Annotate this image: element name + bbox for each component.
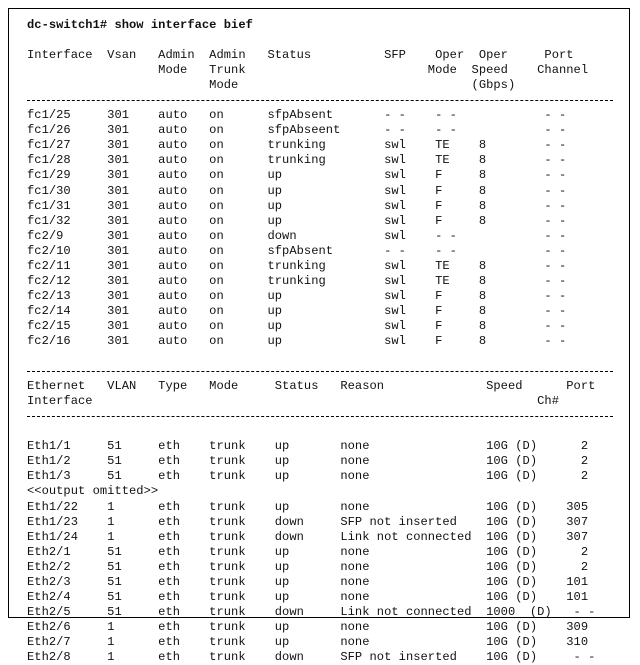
table-row[interactable]: Eth2/7 1 eth trunk up none 10G (D) 310	[27, 634, 589, 649]
table-row[interactable]: fc1/25 301 auto on sfpAbsent - - - - - -	[27, 108, 567, 123]
eth-table-header-row-1: Ethernet VLAN Type Mode Status Reason Speed Port	[27, 379, 596, 394]
table-row[interactable]: fc1/29 301 auto on up swl F 8 - -	[27, 168, 567, 183]
fc-table-header-row-2: Mode Trunk Mode Speed Channel	[27, 63, 589, 78]
fc-table-header-separator	[27, 93, 629, 108]
table-row[interactable]: Eth2/1 51 eth trunk up none 10G (D) 2	[27, 544, 589, 559]
table-row[interactable]: fc2/12 301 auto on trunking swl TE 8 - -	[27, 273, 567, 288]
terminal-output[interactable]	[9, 9, 629, 665]
output-omitted-marker: <<output omitted>>	[27, 484, 159, 499]
table-row[interactable]: Eth1/3 51 eth trunk up none 10G (D) 2	[27, 469, 589, 484]
table-row[interactable]: Eth1/23 1 eth trunk down SFP not inserted 10G (D) 307	[27, 514, 589, 529]
table-row[interactable]: Eth2/4 51 eth trunk up none 10G (D) 101	[27, 589, 589, 604]
table-row[interactable]: fc2/13 301 auto on up swl F 8 - -	[27, 288, 567, 303]
table-row[interactable]: fc1/26 301 auto on sfpAbseent - - - - - -	[27, 123, 567, 138]
spacer-line	[27, 424, 629, 439]
table-row[interactable]: fc2/9 301 auto on down swl - - - -	[27, 228, 567, 243]
fc-table-header-row-1: Interface Vsan Admin Admin Status SFP Oper Oper Port	[27, 48, 574, 63]
eth-table-header-row-2: Interface Ch#	[27, 394, 559, 409]
fc-table-header-row-3: Mode (Gbps)	[27, 78, 516, 93]
table-row[interactable]: fc2/10 301 auto on sfpAbsent - - - - - -	[27, 243, 567, 258]
table-row[interactable]: fc1/31 301 auto on up swl F 8 - -	[27, 198, 567, 213]
terminal-window	[8, 8, 630, 664]
table-row[interactable]: Eth2/3 51 eth trunk up none 10G (D) 101	[27, 574, 589, 589]
table-row[interactable]: Eth2/2 51 eth trunk up none 10G (D) 2	[27, 559, 589, 574]
table-row[interactable]: fc2/14 301 auto on up swl F 8 - -	[27, 303, 567, 318]
table-row[interactable]: Eth2/8 1 eth trunk down SFP not inserted 10G (D) - -	[27, 649, 596, 664]
table-row[interactable]: fc2/16 301 auto on up swl F 8 - -	[27, 333, 567, 348]
spacer-line	[27, 33, 629, 48]
table-row[interactable]: Eth1/1 51 eth trunk up none 10G (D) 2	[27, 439, 589, 454]
table-row[interactable]: fc1/32 301 auto on up swl F 8 - -	[27, 213, 567, 228]
table-row[interactable]: Eth2/6 1 eth trunk up none 10G (D) 309	[27, 619, 589, 634]
table-row[interactable]: Eth1/22 1 eth trunk up none 10G (D) 305	[27, 499, 589, 514]
table-row[interactable]: fc2/11 301 auto on trunking swl TE 8 - -	[27, 258, 567, 273]
table-row[interactable]: Eth1/24 1 eth trunk down Link not connected 10G (D) 307	[27, 529, 589, 544]
table-row[interactable]: fc1/27 301 auto on trunking swl TE 8 - -	[27, 138, 567, 153]
table-row[interactable]: Eth1/2 51 eth trunk up none 10G (D) 2	[27, 454, 589, 469]
table-row[interactable]: Eth2/5 51 eth trunk down Link not connected 1000 (D) - -	[27, 604, 596, 619]
table-row[interactable]: fc2/15 301 auto on up swl F 8 - -	[27, 318, 567, 333]
table-row[interactable]: fc1/30 301 auto on up swl F 8 - -	[27, 183, 567, 198]
command-prompt-line[interactable]: dc-switch1# show interface bief	[27, 18, 253, 32]
spacer-line	[27, 349, 629, 364]
eth-table-top-separator	[27, 364, 629, 379]
eth-table-header-separator	[27, 409, 629, 424]
table-row[interactable]: fc1/28 301 auto on trunking swl TE 8 - -	[27, 153, 567, 168]
